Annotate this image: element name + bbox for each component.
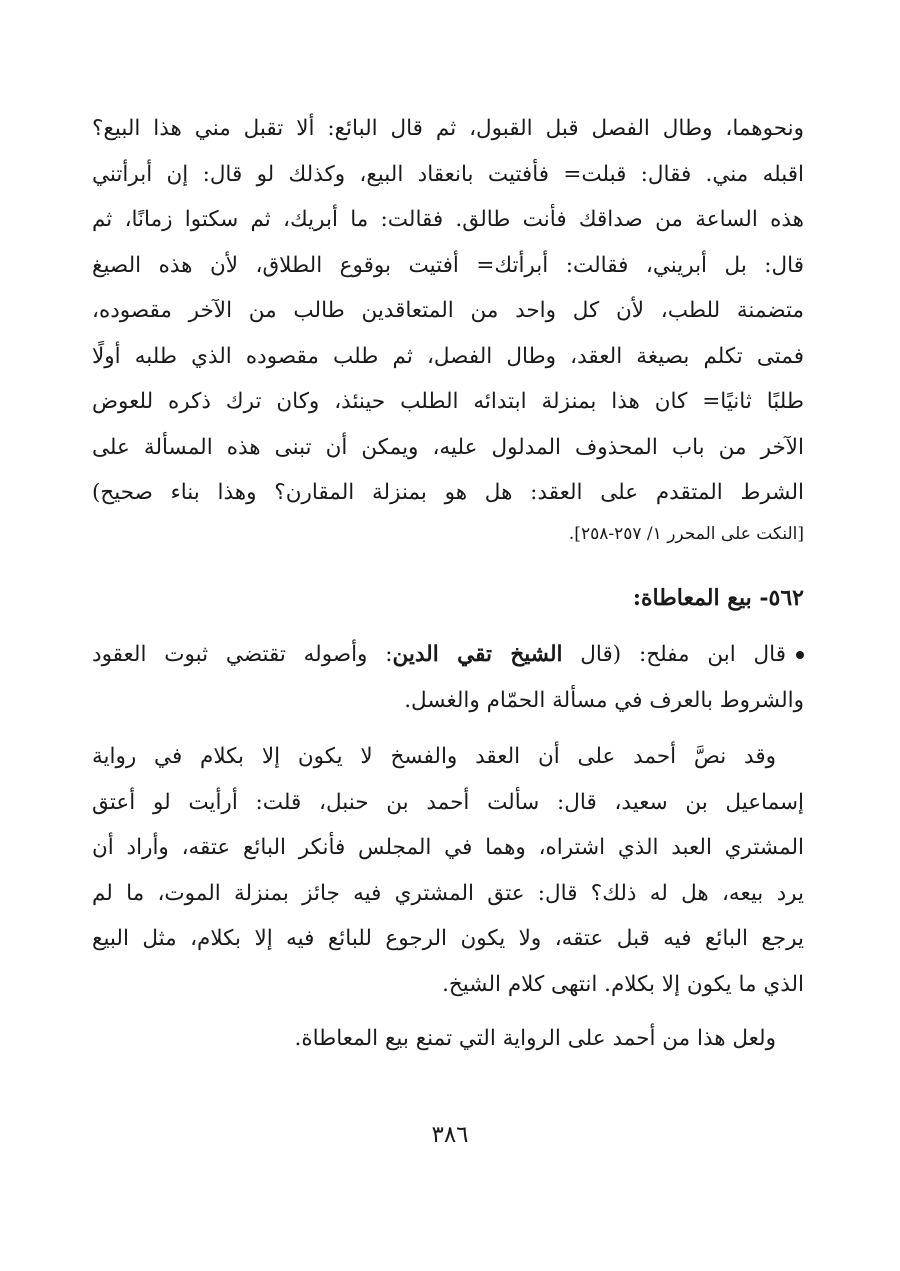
text-line: فمتى تكلم بصيغة العقد، وطال الفصل، ثم طلب مقصوده الذي طلبه أولًا [92, 343, 804, 369]
text-line: المشتري العبد الذي اشتراه، وهما في المجلس فأنكر البائع عتقه، وأراد أن [92, 835, 804, 860]
bullet-icon [796, 651, 804, 659]
paragraph-3 [92, 734, 804, 1007]
text-line: اقبله مني. فقال: قبلت= فأفتيت بانعقاد البيع، وكذلك لو قال: إن أبرأتني [92, 161, 804, 187]
text-line: يرجع البائع فيه قبل عتقه، ولا يكون الرجوع للبائع فيه إلا بكلام، مثل البيع [92, 926, 804, 951]
text-line: إسماعيل بن سعيد، قال: سألت أحمد بن حنبل، قلت: أرأيت لو أعتق [92, 789, 804, 815]
text-line: وقد نصَّ أحمد على أن العقد والفسخ لا يكون إلا بكلام في رواية [92, 744, 776, 769]
paragraph-2 [92, 632, 804, 723]
text-line: والشروط بالعرف في مسألة الحمّام والغسل. [404, 687, 804, 713]
section-heading [92, 578, 804, 618]
text-line: متضمنة للطب، لأن كل واحد من المتعاقدين طالب من الآخر مقصوده، [92, 298, 804, 323]
text-line: ونحوهما، وطال الفصل قبل القبول، ثم قال البائع: ألا تقبل مني هذا البيع؟ [92, 116, 804, 141]
paragraph-1 [92, 106, 804, 552]
text-line: قال: بل أبريني، فقالت: أبرأتك= أفتيت بوقوع الطلاق، لأن هذه الصيغ [92, 252, 804, 278]
section-heading-text: ٥٦٢- بيع المعاطاة: [632, 585, 804, 611]
page-number: ٣٨٦ [431, 1122, 469, 1148]
quote-lead: قال ابن مفلح: (قال [562, 642, 786, 667]
citation: [النكت على المحرر ١/ ٢٥٧-٢٥٨]. [568, 523, 804, 544]
paragraph-4 [92, 1016, 804, 1062]
text-line: هذه الساعة من صداقك فأنت طالق. فقالت: ما أبريك، ثم سكتوا زمانًا، ثم [92, 207, 804, 232]
quote-rest: : وأصوله تقتضي ثبوت العقود [92, 642, 393, 667]
text-line [92, 632, 804, 678]
text-line: ولعل هذا من أحمد على الرواية التي تمنع بيع المعاطاة. [294, 1026, 776, 1051]
text-line: الآخر من باب المحذوف المدلول عليه، ويمكن أن تبنى هذه المسألة على [92, 434, 804, 460]
text-line: الذي ما يكون إلا بكلام. انتهى كلام الشيخ. [442, 971, 804, 997]
sheikh-name: الشيخ تقي الدين [392, 642, 563, 667]
text-line: الشرط المتقدم على العقد: هل هو بمنزلة المقارن؟ وهذا بناء صحيح) [92, 480, 804, 505]
text-line: طلبًا ثانيًا= كان هذا بمنزلة ابتدائه الطلب حينئذ، وكان ترك ذكره للعوض [92, 389, 804, 414]
text-line: يرد بيعه، هل له ذلك؟ قال: عتق المشتري فيه جائز بمنزلة الموت، ما لم [92, 880, 804, 906]
